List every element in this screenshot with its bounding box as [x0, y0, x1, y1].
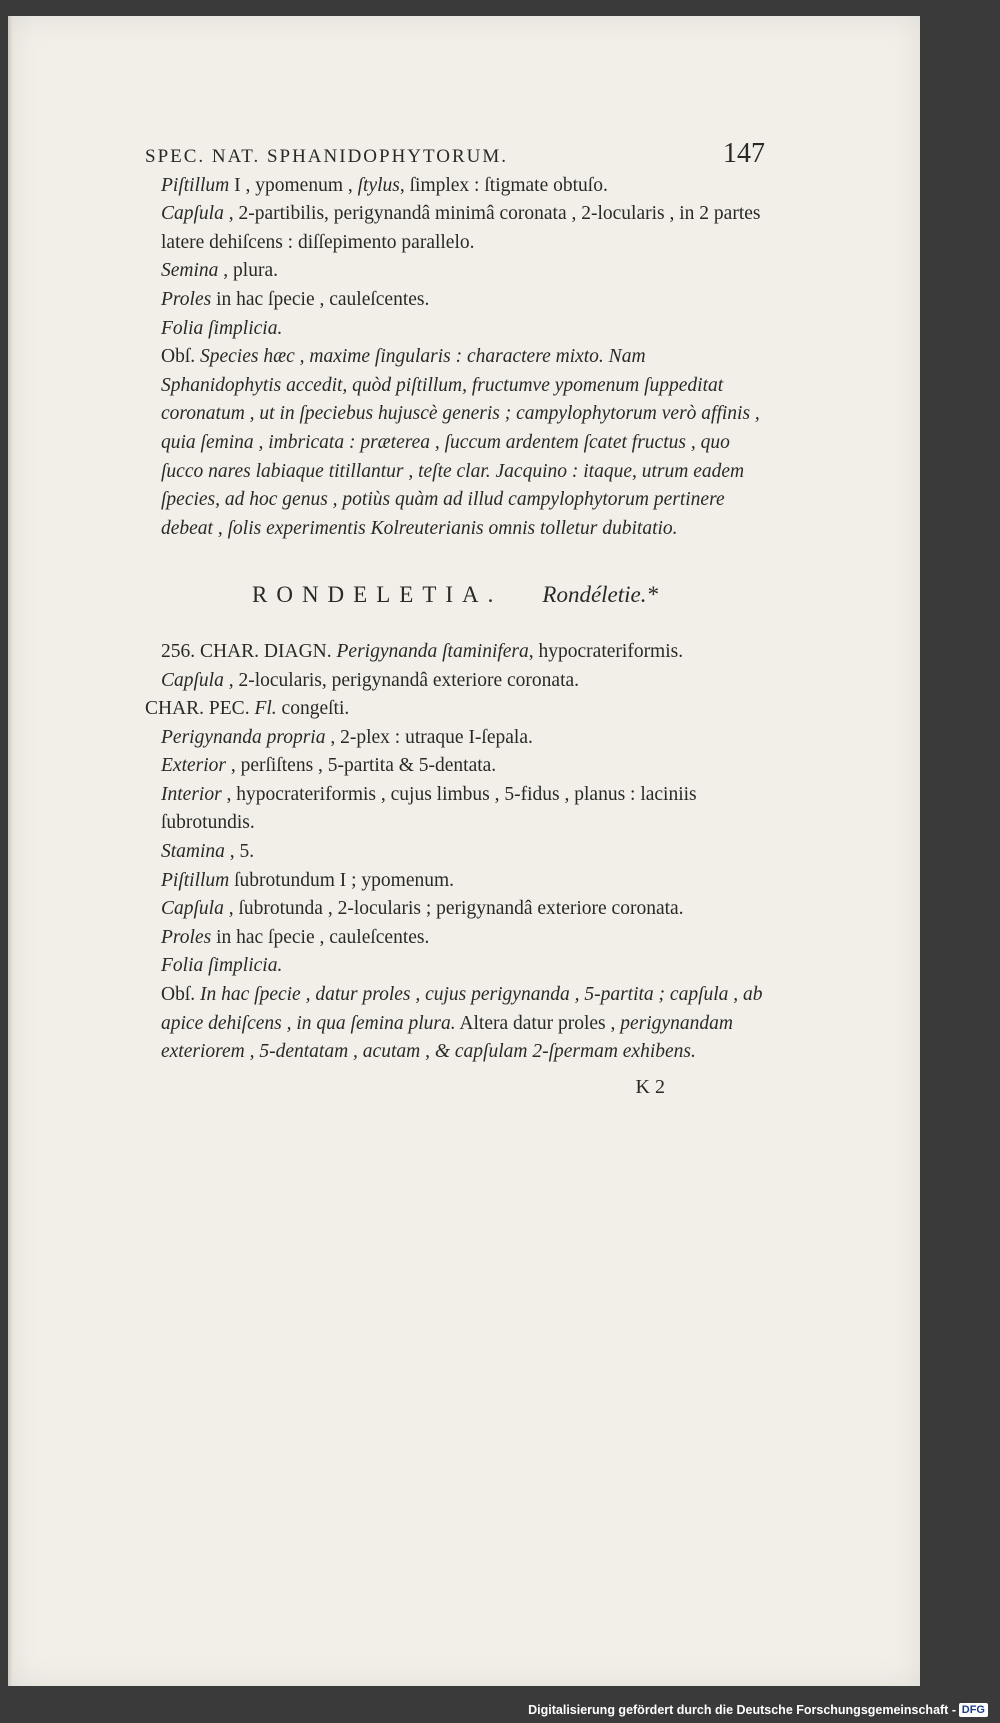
text: , ſubrotunda , 2-locularis ; perigynandâ exteriore coronata. — [223, 898, 684, 920]
text: , 2-locularis, perigynandâ exteriore coronata. — [223, 669, 580, 691]
perigynanda-paragraph — [145, 724, 765, 753]
term: Proles — [161, 288, 212, 310]
obs-text: In hac ſpecie , datur proles , cujus perigynanda , 5-partita ; capſula , ab apice dehiſcens , in qua ſemina plura. — [161, 984, 763, 1034]
text: , perſiſtens , 5-partita & 5-dentata. — [225, 755, 497, 777]
proles-paragraph — [145, 286, 765, 315]
term: Stamina — [161, 841, 225, 863]
semina-paragraph — [145, 257, 765, 286]
term: Proles — [161, 926, 212, 948]
label: CHAR. DIAGN. — [195, 640, 337, 662]
running-header — [145, 140, 765, 172]
genus-common-name: Rondéletie.* — [542, 582, 658, 608]
term: Fl. — [254, 698, 277, 720]
folia-paragraph: Folia ſimplicia. — [161, 317, 283, 339]
signature-mark: K 2 — [635, 1075, 665, 1098]
text: congeſti. — [276, 698, 350, 720]
obs-label: Obſ. — [161, 346, 196, 368]
text: I , ypomenum , — [229, 174, 358, 196]
page-number: 147 — [723, 138, 765, 169]
pistillum-paragraph — [145, 172, 765, 201]
observation2-paragraph — [145, 981, 765, 1067]
interior-paragraph — [145, 781, 765, 838]
text: in hac ſpecie , cauleſcentes. — [211, 926, 430, 948]
genus-name: RONDELETIA. — [252, 582, 503, 608]
char-pec-paragraph — [145, 695, 765, 724]
term: ſtylus — [357, 174, 400, 196]
exterior-paragraph — [145, 752, 765, 781]
term: Exterior — [161, 755, 226, 777]
term: Interior — [161, 783, 222, 805]
capsula2-paragraph — [145, 895, 765, 924]
running-title: SPEC. NAT. SPHANIDOPHYTORUM. — [145, 146, 509, 167]
page-text — [145, 140, 765, 1101]
char-diagn-paragraph — [145, 638, 765, 667]
obs-text: Altera datur proles , — [455, 1012, 621, 1034]
term: Capſula — [161, 898, 224, 920]
funding-credit: Digitalisierung gefördert durch die Deutsche Forschungsgemeinschaft - — [528, 1703, 956, 1717]
term: Capſula — [161, 203, 224, 225]
text: in hac ſpecie , cauleſcentes. — [211, 288, 430, 310]
proles2-paragraph — [145, 924, 765, 953]
text: , 5. — [224, 841, 255, 863]
obs-text: Species hæc , maxime ſingularis : charactere mixto. Nam Sphanidophytis accedit, quòd piſtillum, fructumve ypomenum ſuppeditat coronatum , ut in ſpeciebus hujuscè generis ; campylophytorum verò affinis , quia ſemina , imbricata : præterea , ſuccum ardentem ſcatet fructus , quo ſucco nares labiaque titillantur , teſte clar. Jacquino : itaque, utrum eadem ſpecies, ad hoc genus , potiùs quàm ad illud campylophytorum pertinere debeat , ſolis experimentis Kolreuterianis omnis tolletur dubitatio. — [161, 346, 760, 539]
stamina-paragraph — [145, 838, 765, 867]
capsula-diagn-paragraph — [145, 667, 765, 696]
term: Semina — [161, 260, 219, 282]
genus-heading — [145, 581, 765, 610]
term: Capſula — [161, 669, 224, 691]
text: , 2-partibilis, perigynandâ minimâ coronata , 2-locularis , in 2 partes latere dehiſcens : diſſepimento parallelo. — [161, 203, 761, 253]
obs-label: Obſ. — [161, 984, 196, 1006]
label: CHAR. PEC. — [145, 698, 255, 720]
term: Piſtillum — [161, 174, 230, 196]
folia2-paragraph: Folia ſimplicia. — [161, 955, 283, 977]
text: , plura. — [218, 260, 278, 282]
text: , ſimplex : ſtigmate obtuſo. — [399, 174, 608, 196]
text: , 2-plex : utraque I-ſepala. — [325, 726, 533, 748]
pistillum2-paragraph — [145, 867, 765, 896]
term: Perigynanda ſtaminifera — [336, 640, 529, 662]
entry-number: 256. — [161, 640, 196, 662]
capsula-paragraph — [145, 200, 765, 257]
term: Perigynanda propria — [161, 726, 326, 748]
dfg-logo: DFG — [959, 1703, 988, 1717]
observation-paragraph — [145, 343, 765, 543]
term: Piſtillum — [161, 869, 230, 891]
text: ſubrotundum I ; ypomenum. — [229, 869, 455, 891]
text: , hypocrateriformis , cujus limbus , 5-fidus , planus : laciniis ſubrotundis. — [161, 783, 697, 834]
text: , hypocrateriformis. — [528, 640, 684, 662]
obs-text: perigynandam exteriorem , 5-dentatam , acutam , & capſulam 2-ſpermam exhibens. — [161, 1012, 733, 1063]
